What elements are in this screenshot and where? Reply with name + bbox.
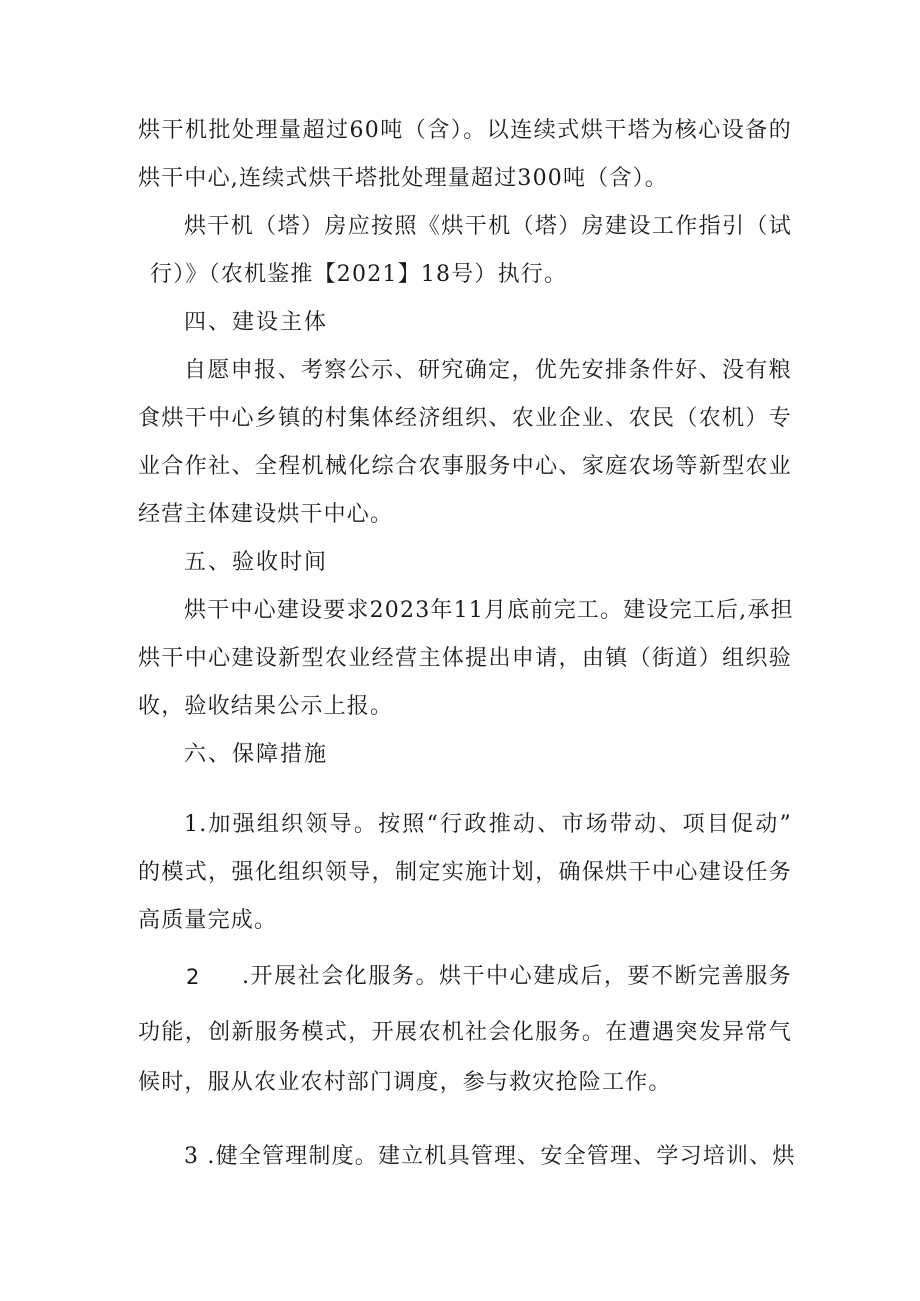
section-heading-4: 四、建设主体 <box>184 310 329 335</box>
paragraph-5-line-2: 的模式，强化组织领导，制定实施计划，确保烘干中心建设任务 <box>138 860 792 885</box>
paragraph-6-line-3: 候时，服从农业农村部门调度，参与救灾抢险工作。 <box>138 1070 672 1095</box>
paragraph-1-line-2: 烘干中心,连续式烘干塔批处理量超过300吨（含）。 <box>138 166 668 191</box>
paragraph-7-line-1: 3 .健全管理制度。建立机具管理、安全管理、学习培训、烘 <box>184 1144 796 1169</box>
paragraph-5-line-3: 高质量完成。 <box>138 908 278 933</box>
paragraph-5-line-1: 1.加强组织领导。按照“行政推动、市场带动、项目促动” <box>184 812 792 837</box>
paragraph-4-line-1: 烘干中心建设要求2023年11月底前完工。建设完工后,承担 <box>184 598 794 623</box>
paragraph-3-line-3: 业合作社、全程机械化综合农事服务中心、家庭农场等新型农业 <box>138 454 792 479</box>
paragraph-6-line-1: .开展社会化服务。烘干中心建成后，要不断完善服务 <box>242 964 792 989</box>
paragraph-2-line-1: 烘干机（塔）房应按照《烘干机（塔）房建设工作指引（试 <box>184 214 792 239</box>
paragraph-1-line-1: 烘干机批处理量超过60吨（含）。以连续式烘干塔为核心设备的 <box>138 118 792 143</box>
paragraph-2-line-2: 行）》（农机鉴推【2021】18号）执行。 <box>150 262 568 287</box>
paragraph-3-line-4: 经营主体建设烘干中心。 <box>138 502 394 527</box>
paragraph-4-line-2: 烘干中心建设新型农业经营主体提出申请，由镇（街道）组织验 <box>138 646 792 671</box>
paragraph-3-line-1: 自愿申报、考察公示、研究确定，优先安排条件好、没有粮 <box>184 358 792 383</box>
paragraph-4-line-3: 收，验收结果公示上报。 <box>138 694 394 719</box>
section-heading-5: 五、验收时间 <box>184 550 329 575</box>
paragraph-6-line-2: 功能，创新服务模式，开展农机社会化服务。在遭遇突发异常气 <box>138 1020 792 1045</box>
section-heading-6: 六、保障措施 <box>184 742 329 767</box>
paragraph-3-line-2: 食烘干中心乡镇的村集体经济组织、农业企业、农民（农机）专 <box>138 406 792 431</box>
paragraph-6-number: 2 <box>186 965 200 989</box>
